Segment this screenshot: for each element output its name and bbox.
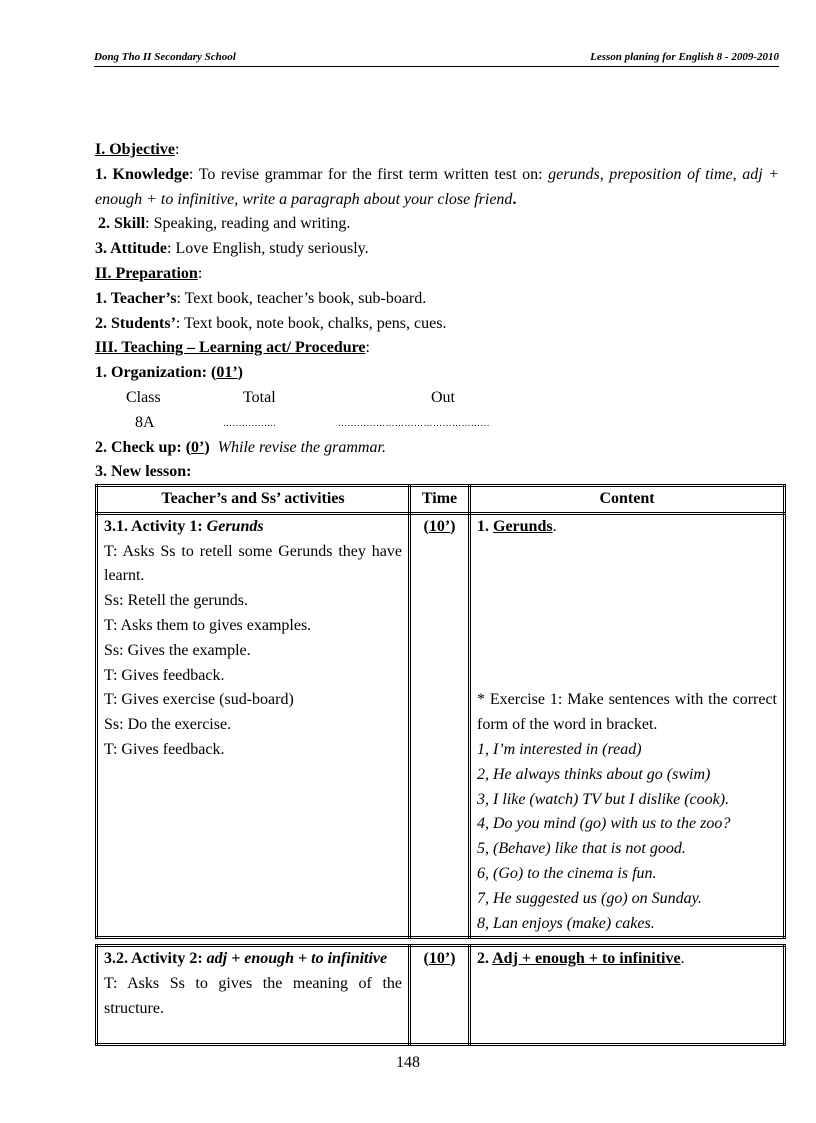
list-item: Ss: Do the exercise. [104, 716, 232, 734]
list-item: 5, (Behave) like that is not good. [477, 840, 686, 858]
skill-label: 2. Skill [98, 215, 146, 233]
content-cell [470, 946, 785, 1045]
list-item: Ss: Retell the gerunds. [104, 592, 248, 610]
class-data-row [95, 411, 779, 436]
teacher-prep-label: 1. Teacher’s [95, 289, 177, 307]
knowledge-topics: gerunds, preposition of time, adj + enough + to infinitive, write a paragraph about your close friend [95, 165, 779, 208]
list-item: 2, He always thinks about go (swim) [477, 765, 711, 783]
list-item: 7, He suggested us (go) on Sunday. [477, 889, 702, 907]
organization-line: 1. Organization: (01’) [95, 364, 243, 382]
exercise-instruction: * Exercise 1: Make sentences with the correct form of the word in bracket. [477, 691, 777, 734]
activity-table-2 [95, 944, 786, 1046]
list-item: 6, (Go) to the cinema is fun. [477, 864, 657, 882]
content-title: 2. Adj + enough + to infinitive. [477, 950, 685, 967]
knowledge-paragraph: 1. Knowledge: To revise grammar for the first term written test on: gerunds, preposition of time, adj + enough + to infinitive, write a paragraph about your close friend. [95, 165, 779, 208]
organization-time: 01’ [216, 364, 238, 382]
time-header: Time [410, 486, 470, 514]
class-name: 8A [135, 413, 155, 431]
school-name: Dong Tho II Secondary School [94, 51, 236, 63]
procedure-heading-line: III. Teaching – Learning act/ Procedure: [95, 339, 370, 357]
list-item: T: Asks Ss to gives the meaning of the structure. [104, 974, 402, 1017]
knowledge-label: 1. Knowledge [95, 165, 189, 183]
activity-title: 3.2. Activity 2: adj + enough + to infinitive [104, 950, 388, 967]
content-title: 1. Gerunds. [477, 517, 557, 535]
preparation-heading: II. Preparation [95, 264, 198, 282]
activity-time: 10’ [428, 517, 451, 535]
list-item: T: Asks Ss to retell some Gerunds they have learnt. [104, 542, 402, 585]
total-dots: …………….. [223, 417, 276, 428]
new-lesson-label: 3. New lesson [95, 463, 187, 481]
list-item: 8, Lan enjoys (make) cakes. [477, 914, 655, 932]
out-column-label: Out [431, 388, 455, 406]
list-item: Ss: Gives the example. [104, 641, 251, 659]
list-item: T: Gives exercise (sud-board) [104, 691, 294, 709]
preparation-heading-line: II. Preparation: [95, 264, 203, 282]
objective-heading-line: I. Objective: [95, 141, 180, 158]
check-up-text: While revise the grammar. [217, 438, 386, 456]
procedure-heading: III. Teaching – Learning act/ Procedure [95, 339, 366, 357]
teacher-prep-line [95, 287, 779, 312]
lesson-body [95, 138, 779, 485]
list-item: T: Gives feedback. [104, 666, 225, 684]
activities-cell [97, 946, 410, 1045]
skill-line [95, 212, 779, 237]
objective-heading: I. Objective [95, 141, 175, 158]
table-row [97, 513, 785, 938]
page-number: 148 [396, 1054, 420, 1071]
class-header-row [95, 386, 779, 411]
students-prep-text: : Text book, note book, chalks, pens, cues. [175, 314, 447, 332]
running-header [94, 50, 779, 67]
activities-header: Teacher’s and Ss’ activities [97, 486, 410, 514]
organization-label: 1. Organization [95, 364, 202, 382]
list-item: 3, I like (watch) TV but I dislike (cook). [477, 790, 730, 808]
check-up-time: 0’ [191, 438, 205, 456]
table-row [97, 946, 785, 1045]
activity-time: 10’ [428, 950, 451, 967]
total-column-label: Total [243, 388, 276, 406]
list-item: T: Asks them to gives examples. [104, 616, 312, 634]
activity-title: 3.1. Activity 1: Gerunds [104, 517, 264, 535]
list-item: 4, Do you mind (go) with us to the zoo? [477, 815, 731, 833]
teacher-prep-text: : Text book, teacher’s book, sub-board. [176, 289, 427, 307]
activity-table-1 [95, 484, 786, 939]
new-lesson-line: 3. New lesson: [95, 463, 192, 481]
attitude-text: : Love English, study seriously. [167, 240, 369, 258]
content-header: Content [470, 486, 785, 514]
check-up-label: 2. Check up [95, 438, 177, 456]
check-up-line: 2. Check up: (0’) While revise the grammar. [95, 438, 386, 456]
list-item: T: Gives feedback. [104, 740, 225, 758]
skill-text: : Speaking, reading and writing. [145, 215, 351, 233]
content-title-text: Adj + enough + to infinitive [492, 950, 681, 967]
activity-name: Gerunds [206, 517, 264, 535]
lesson-plan-title: Lesson planing for English 8 - 2009-2010 [590, 51, 779, 63]
attitude-line [95, 237, 779, 262]
time-cell: (10’) [410, 946, 470, 1045]
list-item: 1, I’m interested in (read) [477, 740, 642, 758]
time-cell: (10’) [410, 513, 470, 938]
content-title-text: Gerunds [493, 517, 553, 535]
activities-cell [97, 513, 410, 938]
students-prep-label: 2. Students’ [95, 314, 176, 332]
activity-name: adj + enough + to infinitive [206, 950, 388, 967]
students-prep-line [95, 312, 779, 337]
attitude-label: 3. Attitude [95, 240, 167, 258]
out-dots: ………………………………………… [338, 417, 490, 428]
table-header-row [97, 486, 785, 514]
class-column-label: Class [126, 388, 161, 406]
content-cell [470, 513, 785, 938]
knowledge-text: : To revise grammar for the first term written test on: [189, 165, 549, 183]
